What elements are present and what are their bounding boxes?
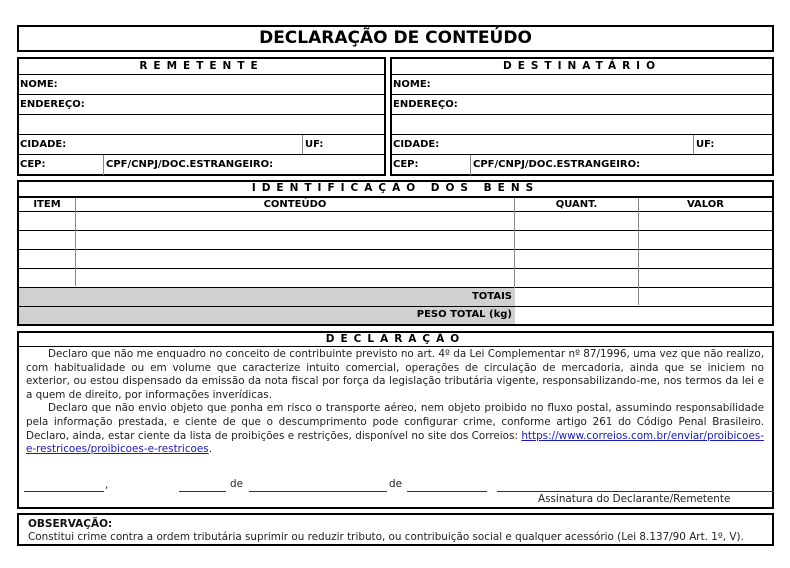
destinatario-doc-label[interactable]: CPF/CNPJ/DOC.ESTRANGEIRO: (473, 159, 641, 170)
destinatario-endereco-field[interactable] (392, 95, 772, 115)
remetente-doc-divider (103, 155, 104, 175)
col-item: ITEM (33, 199, 61, 210)
de-text-1: de (230, 478, 243, 490)
destinatario-section (390, 57, 774, 176)
declaracao-paragraph-1: Declaro que não me enquadro no conceito de contribuinte previsto no art. 4º da Lei Complementar nº 87/1996, uma vez que não realizo, com habitualidade ou em volume que caracterize intuito comercial, operações de circulação de mercadoria, ainda que se iniciem no exterior, ou estou dispensado da emissão da nota fiscal por força da legislação tributária vigente, responsabilizando-me, nos termos da lei e a quem de direito, por informações inverídicas. (26, 348, 764, 401)
peso-total-label: PESO TOTAL (kg) (416, 309, 512, 320)
peso-label-cell (19, 307, 515, 324)
mes-field[interactable] (249, 491, 387, 492)
col-valor: VALOR (686, 199, 725, 210)
destinatario-cidade-row (392, 135, 772, 155)
remetente-nome-field[interactable] (19, 75, 384, 95)
destinatario-cep-label[interactable]: CEP: (393, 159, 419, 170)
declaracao-header-row (19, 333, 772, 347)
col-quant: QUANT. (555, 199, 598, 210)
observacao-label: OBSERVAÇÃO: (28, 518, 113, 530)
destinatario-header-row (392, 59, 772, 75)
remetente-header: REMETENTE (139, 60, 264, 72)
signature-field[interactable] (497, 491, 774, 492)
declaracao-paragraph-2 (26, 402, 764, 456)
comma-text: , (105, 479, 109, 491)
table-row[interactable] (19, 231, 772, 250)
remetente-endereco-label: ENDEREÇO: (20, 99, 85, 110)
remetente-uf-label[interactable]: UF: (305, 139, 324, 150)
remetente-cidade-label[interactable]: CIDADE: (20, 139, 67, 150)
bens-header-row (19, 182, 772, 198)
item-divider (75, 198, 76, 286)
bens-column-headers (19, 198, 772, 212)
destinatario-uf-divider (693, 135, 694, 154)
declaracao-text (26, 348, 764, 457)
destinatario-nome-field[interactable] (392, 75, 772, 95)
bens-section (17, 180, 774, 326)
table-row[interactable] (19, 269, 772, 288)
totais-row[interactable] (515, 288, 772, 307)
remetente-cep-label[interactable]: CEP: (20, 159, 46, 170)
title-box (17, 25, 774, 52)
correios-link[interactable]: https://www.correios.com.br/enviar/proibicoes-e-restricoes/proibicoes-e-restricoes (26, 429, 764, 456)
local-field[interactable] (24, 491, 104, 492)
remetente-cidade-row (19, 135, 384, 155)
col-conteudo: CONTEÚDO (263, 199, 327, 210)
remetente-header-row (19, 59, 384, 75)
bens-header: IDENTIFICAÇÃO DOS BENS (251, 182, 540, 194)
remetente-cep-row (19, 155, 384, 175)
observacao-section (17, 513, 774, 546)
destinatario-endereco-line2-field[interactable] (392, 115, 772, 135)
table-row[interactable] (19, 212, 772, 231)
remetente-section (17, 57, 386, 176)
page-title: DECLARAÇÃO DE CONTEÚDO (259, 28, 532, 48)
declaracao-paragraph-2-text: Declaro que não envio objeto que ponha em risco o transporte aéreo, nem objeto proibido no fluxo postal, assumindo responsabilidade pela informação prestada, e ciente de que o descumprimento pode configurar crime, conforme artigo 261 do Código Penal Brasileiro. Declaro, ainda, estar ciente da lista de proibições e restrições, disponível no site dos Correios: (26, 402, 764, 442)
declaracao-section (17, 331, 774, 509)
observacao-text: Constitui crime contra a ordem tributária suprimir ou reduzir tributo, ou contribuição social e qualquer acessório (Lei 8.137/90 Art. 1º, V). (28, 531, 744, 543)
totais-label-cell (19, 288, 515, 307)
remetente-nome-label: NOME: (20, 79, 58, 90)
de-text-2: de (389, 478, 402, 490)
totais-label: TOTAIS (471, 291, 512, 302)
destinatario-cep-row (392, 155, 772, 175)
remetente-endereco-field[interactable] (19, 95, 384, 115)
declaracao-header: DECLARAÇÃO (325, 333, 466, 345)
destinatario-header: DESTINATÁRIO (502, 60, 661, 72)
ano-field[interactable] (407, 491, 487, 492)
destinatario-nome-label: NOME: (393, 79, 431, 90)
dia-field[interactable] (179, 491, 226, 492)
destinatario-endereco-label: ENDEREÇO: (393, 99, 458, 110)
destinatario-doc-divider (470, 155, 471, 175)
destinatario-uf-label[interactable]: UF: (696, 139, 715, 150)
table-row[interactable] (19, 250, 772, 269)
remetente-endereco-line2-field[interactable] (19, 115, 384, 135)
remetente-uf-divider (302, 135, 303, 154)
signature-label: Assinatura do Declarante/Remetente (538, 493, 731, 505)
remetente-doc-label[interactable]: CPF/CNPJ/DOC.ESTRANGEIRO: (106, 159, 274, 170)
link-suffix: . (208, 443, 213, 456)
destinatario-cidade-label[interactable]: CIDADE: (393, 139, 440, 150)
